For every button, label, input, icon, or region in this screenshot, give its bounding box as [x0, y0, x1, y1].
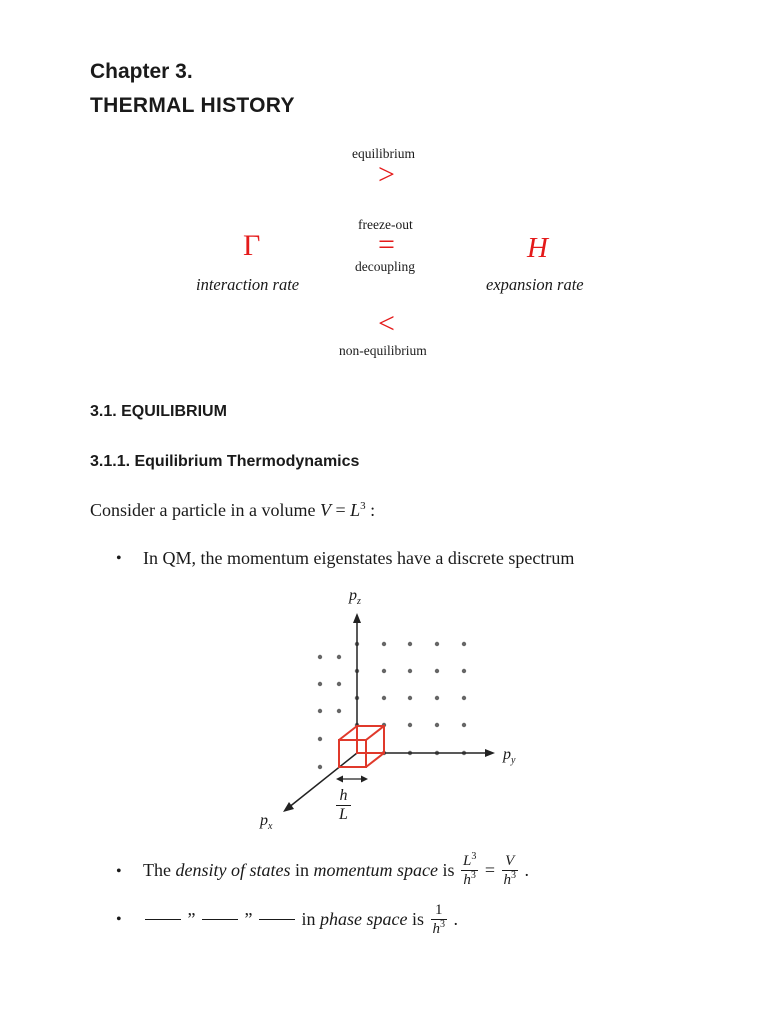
bullet-text-1: In QM, the momentum eigenstates have a discrete spectrum	[143, 548, 575, 568]
freeze-out-label: freeze-out	[358, 217, 413, 232]
lattice-dot	[408, 723, 412, 727]
b2-is: is	[437, 859, 459, 880]
gamma-symbol: Γ	[243, 229, 261, 262]
bullet-marker-1: •	[116, 550, 122, 567]
equilibrium-label: equilibrium	[352, 146, 415, 161]
chapter-label: Chapter 3.	[90, 60, 193, 83]
b2-equals: =	[480, 859, 500, 880]
lattice-dot	[382, 696, 386, 700]
lattice-dot	[382, 669, 386, 673]
pz-arrowhead	[353, 613, 361, 623]
b3-phase-space: phase space	[320, 908, 408, 929]
lattice-dot	[462, 669, 466, 673]
b2-density-of-states: density of states	[175, 859, 291, 880]
lattice-dot	[318, 765, 322, 769]
intro-text: Consider a particle in a volume	[90, 500, 320, 520]
momentum-lattice-figure	[250, 580, 550, 840]
b2-the: The	[143, 859, 171, 880]
intro-equals: =	[330, 500, 351, 520]
b3-in: in	[297, 908, 321, 929]
greater-than-symbol: >	[378, 158, 395, 191]
b3-period: .	[449, 908, 459, 929]
expansion-rate-caption: expansion rate	[486, 275, 584, 294]
intro-colon: :	[365, 500, 376, 520]
lattice-dot	[382, 642, 386, 646]
b2-momentum-space: momentum space	[313, 859, 438, 880]
lattice-dot	[318, 737, 322, 741]
lattice-dot	[318, 709, 322, 713]
lattice-dot	[462, 642, 466, 646]
lattice-dot	[337, 709, 341, 713]
spacing-fraction	[336, 787, 351, 824]
intro-volume-symbol: V	[319, 500, 331, 520]
ditto-dash-2	[202, 919, 238, 920]
py-label: $p_y$	[503, 746, 516, 767]
pz-label: $p_z$	[349, 587, 361, 608]
bullet-marker-3: •	[116, 911, 122, 928]
intro-exponent: 3	[360, 500, 366, 512]
non-equilibrium-label: non-equilibrium	[339, 343, 427, 358]
lattice-dot	[318, 682, 322, 686]
lattice-dot	[337, 655, 341, 659]
unit-cube	[339, 726, 384, 767]
b2-period: .	[520, 859, 529, 880]
lattice-dots	[318, 642, 466, 769]
intro-length-symbol: L	[350, 500, 361, 520]
bullet-text-2	[143, 847, 529, 893]
less-than-symbol: <	[378, 307, 395, 340]
lattice-dot	[462, 723, 466, 727]
spacing-numerator: h	[339, 787, 348, 804]
lattice-dot	[435, 669, 439, 673]
lattice-dot	[435, 723, 439, 727]
spacing-denominator: L	[336, 805, 351, 824]
b3-fraction: $\frac{1}{h^3}$	[432, 901, 446, 937]
lattice-dot	[337, 682, 341, 686]
bullet-text-3	[143, 896, 458, 942]
lattice-dot	[408, 669, 412, 673]
lattice-dot	[318, 655, 322, 659]
lattice-dot	[462, 696, 466, 700]
px-label: $p_x$	[260, 812, 273, 833]
decoupling-label: decoupling	[355, 259, 415, 274]
spacing-arrow	[336, 776, 368, 783]
chapter-title: THERMAL HISTORY	[90, 94, 295, 117]
lattice-dot	[408, 642, 412, 646]
ditto-quote-2: ”	[240, 908, 257, 929]
ditto-quote-1: ”	[183, 908, 200, 929]
subsection-heading: 3.1.1. Equilibrium Thermodynamics	[90, 453, 360, 470]
bullet-marker-2: •	[116, 863, 122, 880]
ditto-dash-3	[259, 919, 295, 920]
equals-symbol: =	[378, 228, 395, 261]
b2-fraction-2: $\frac{V}{h^3}$	[503, 852, 516, 888]
b3-is: is	[407, 908, 429, 929]
section-heading: 3.1. EQUILIBRIUM	[90, 403, 227, 420]
b2-fraction-1: $\frac{L^3}{h^3}$	[463, 850, 477, 888]
b2-in: in	[290, 859, 314, 880]
intro-sentence	[90, 500, 375, 521]
py-arrowhead	[485, 749, 495, 757]
interaction-rate-caption: interaction rate	[196, 275, 300, 294]
hubble-symbol: H	[527, 232, 548, 264]
lattice-dot	[435, 642, 439, 646]
ditto-dash-1	[145, 919, 181, 920]
lattice-dot	[408, 696, 412, 700]
px-arrowhead	[283, 802, 294, 812]
lattice-dot	[435, 696, 439, 700]
